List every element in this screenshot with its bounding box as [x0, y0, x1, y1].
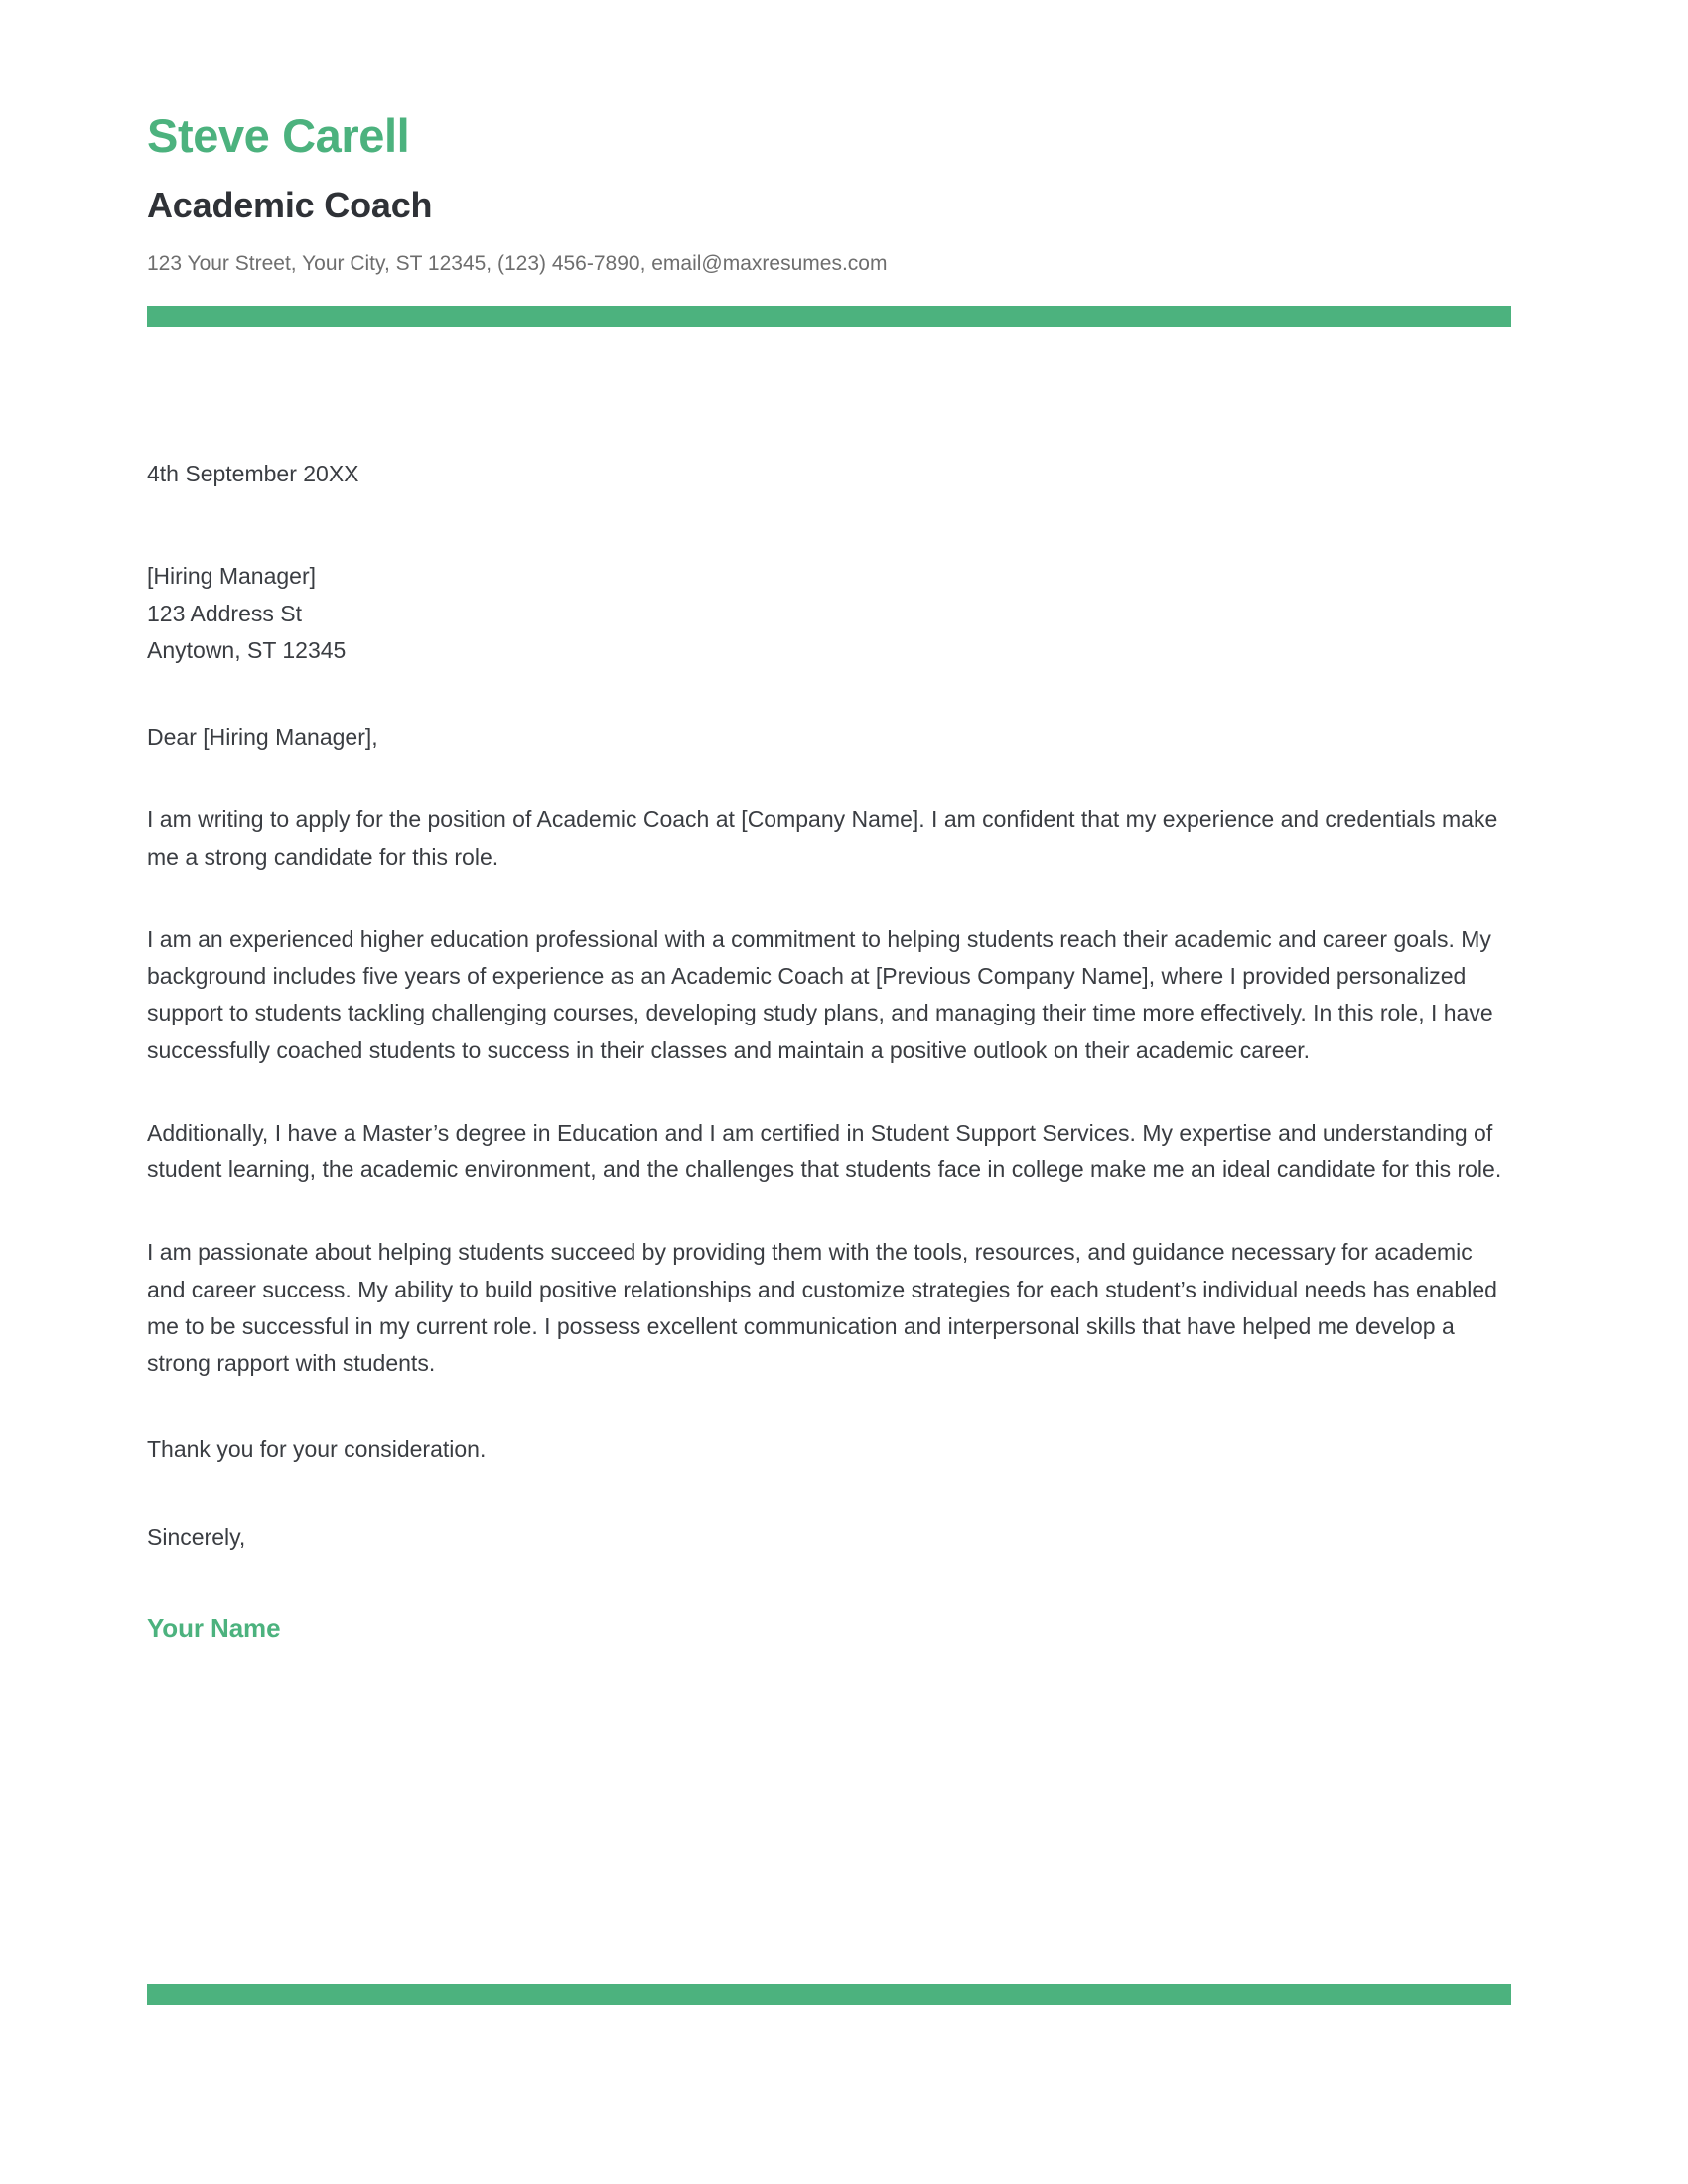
recipient-address-block — [147, 558, 1511, 669]
letter-header — [147, 0, 1511, 327]
body-paragraph-3: Additionally, I have a Master’s degree in Education and I am certified in Student Support Services. My expertise and understanding of student learning, the academic environment, and the challenges that students face in college make me an ideal candidate for this role. — [147, 1119, 1502, 1183]
body-paragraph-4: I am passionate about helping students succeed by providing them with the tools, resources, and guidance necessary for academic and career success. My ability to build positive relationships and customize strategies for each student’s individual needs has enabled me to be successful in my current role. I possess excellent communication and interpersonal skills that have helped me develop a strong rapport with students. — [147, 1239, 1497, 1377]
candidate-job-title: Academic Coach — [147, 185, 433, 226]
header-divider-rule — [147, 306, 1511, 327]
signature-name: Your Name — [147, 1612, 281, 1643]
recipient-line-3: Anytown, ST 12345 — [147, 636, 347, 663]
closing-thanks: Thank you for your consideration. — [147, 1436, 487, 1463]
body-paragraph-1: I am writing to apply for the position of Academic Coach at [Company Name]. I am confident that my experience and credentials make me a strong candidate for this role. — [147, 806, 1498, 870]
recipient-line-2: 123 Address St — [147, 600, 302, 626]
recipient-line-1: [Hiring Manager] — [147, 563, 317, 590]
letter-content-column — [147, 0, 1511, 1649]
closing-sincerely: Sincerely, — [147, 1523, 246, 1550]
letter-date: 4th September 20XX — [147, 461, 359, 487]
letter-body — [147, 327, 1511, 1649]
contact-info-line: 123 Your Street, Your City, ST 12345, (123) 456-7890, email@maxresumes.com — [147, 251, 888, 275]
candidate-name: Steve Carell — [147, 109, 410, 162]
salutation: Dear [Hiring Manager], — [147, 724, 378, 751]
footer-divider-rule — [147, 1984, 1511, 2005]
body-paragraph-2: I am an experienced higher education professional with a commitment to helping students reach their academic and career goals. My background includes five years of experience as an Academic Coach at [Previous Company Name], where I provided personalized support to students tackling challenging courses, developing study plans, and managing their time more effectively. In this role, I have successfully coached students to success in their classes and maintain a positive outlook on their academic career. — [147, 925, 1493, 1063]
